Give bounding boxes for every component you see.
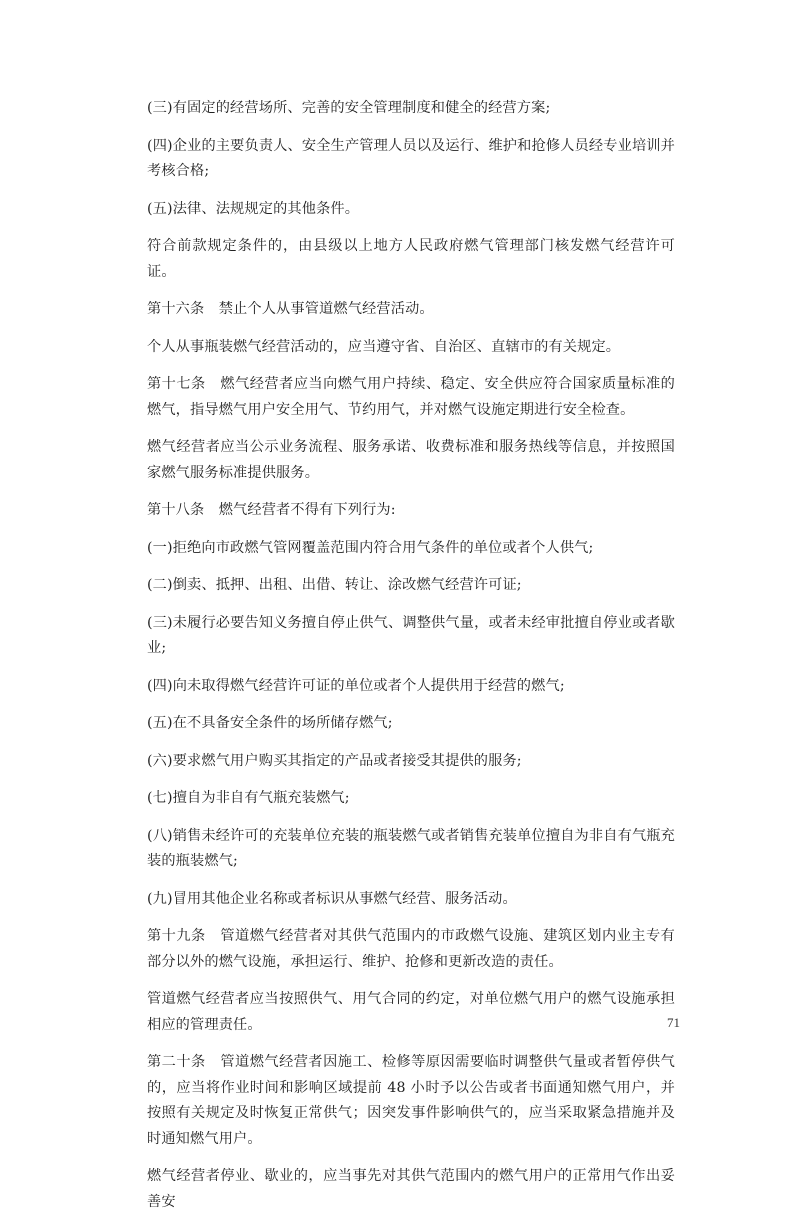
list-item: (八)销售未经许可的充装单位充装的瓶装燃气或者销售充装单位擅自为非自有气瓶充装的瓶装燃气;: [147, 827, 675, 869]
list-item: (七)擅自为非自有气瓶充装燃气;: [147, 790, 350, 806]
list-item: (二)倒卖、抵押、出租、出借、转让、涂改燃气经营许可证;: [147, 577, 522, 593]
page-number: 71: [667, 1015, 680, 1030]
article-heading: 第十六条 禁止个人从事管道燃气经营活动。: [147, 301, 434, 317]
paragraph: 燃气经营者应当公示业务流程、服务承诺、收费标准和服务热线等信息，并按照国家燃气服务标准提供服务。: [147, 439, 675, 481]
paragraph: 符合前款规定条件的，由县级以上地方人民政府燃气管理部门核发燃气经营许可证。: [147, 238, 675, 280]
paragraph: 个人从事瓶装燃气经营活动的，应当遵守省、自治区、直辖市的有关规定。: [147, 338, 621, 355]
list-item: (九)冒用其他企业名称或者标识从事燃气经营、服务活动。: [147, 890, 517, 907]
list-item: (五)在不具备安全条件的场所储存燃气;: [147, 715, 393, 731]
article-heading: 第十九条 管道燃气经营者对其供气范围内的市政燃气设施、建筑区划内业主专有部分以外的燃气设施，承担运行、维护、抢修和更新改造的责任。: [147, 928, 675, 970]
article-heading: 第二十条 管道燃气经营者因施工、检修等原因需要临时调整供气量或者暂停供气的，应当将作业时间和影响区域提前 48 小时予以公告或者书面通知燃气用户，并按照有关规定及时恢复正常供气；因突发事件影响供气的，应当采取紧急措施并及时通知燃气用户。: [147, 1054, 675, 1147]
paragraph: (五)法律、法规规定的其他条件。: [147, 200, 360, 217]
body-text: [147, 96, 675, 1227]
list-item: (三)未履行必要告知义务擅自停止供气、调整供气量，或者未经审批擅自停业或者歇业;: [147, 614, 675, 656]
paragraph: 燃气经营者停业、歇业的，应当事先对其供气范围内的燃气用户的正常用气作出妥善安: [147, 1168, 675, 1210]
article-heading: 第十八条 燃气经营者不得有下列行为:: [147, 502, 396, 518]
article-heading: 第十七条 燃气经营者应当向燃气用户持续、稳定、安全供应符合国家质量标准的燃气，指导燃气用户安全用气、节约用气，并对燃气设施定期进行安全检查。: [147, 376, 675, 418]
paragraph: 管道燃气经营者应当按照供气、用气合同的约定，对单位燃气用户的燃气设施承担相应的管理责任。: [147, 991, 675, 1033]
list-item: (四)向未取得燃气经营许可证的单位或者个人提供用于经营的燃气;: [147, 677, 565, 694]
list-item: (六)要求燃气用户购买其指定的产品或者接受其提供的服务;: [147, 752, 522, 769]
list-item: (一)拒绝向市政燃气管网覆盖范围内符合用气条件的单位或者个人供气;: [147, 539, 594, 556]
paragraph: (四)企业的主要负责人、安全生产管理人员以及运行、维护和抢修人员经专业培训并考核合格;: [147, 137, 675, 179]
paragraph: (三)有固定的经营场所、完善的安全管理制度和健全的经营方案;: [147, 100, 551, 116]
